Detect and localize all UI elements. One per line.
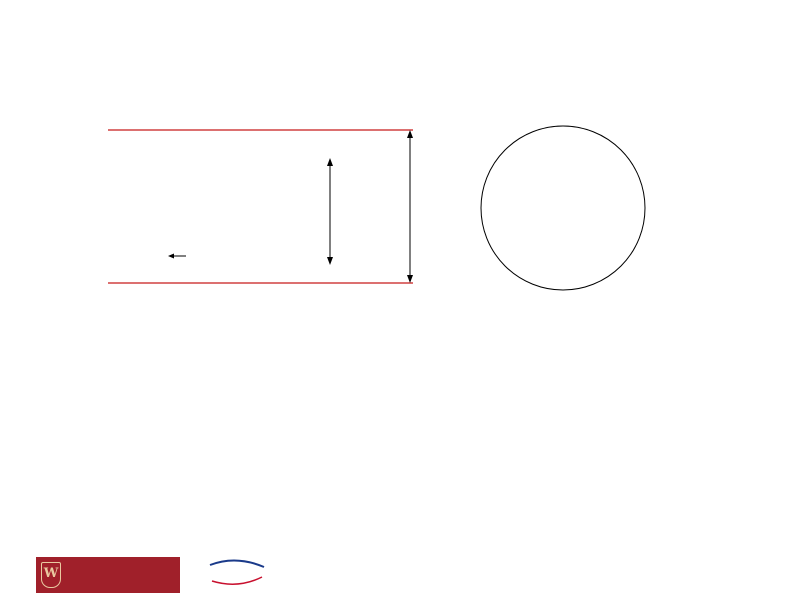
p-arrowhead [168, 254, 174, 259]
corrugated-guide-diagram [108, 125, 418, 290]
2a-arrowhead-bottom [327, 257, 333, 265]
field-pattern-diagram [478, 123, 648, 293]
2b-arrowhead-bottom [407, 275, 413, 283]
src-logo [206, 557, 266, 597]
2a-arrowhead-top [327, 158, 333, 166]
2b-arrowhead-top [407, 130, 413, 138]
wisconsin-logo [36, 557, 180, 593]
waveguide-cross-section [481, 126, 645, 290]
crest-icon: W [41, 562, 61, 588]
src-swoosh-icon [206, 557, 266, 597]
